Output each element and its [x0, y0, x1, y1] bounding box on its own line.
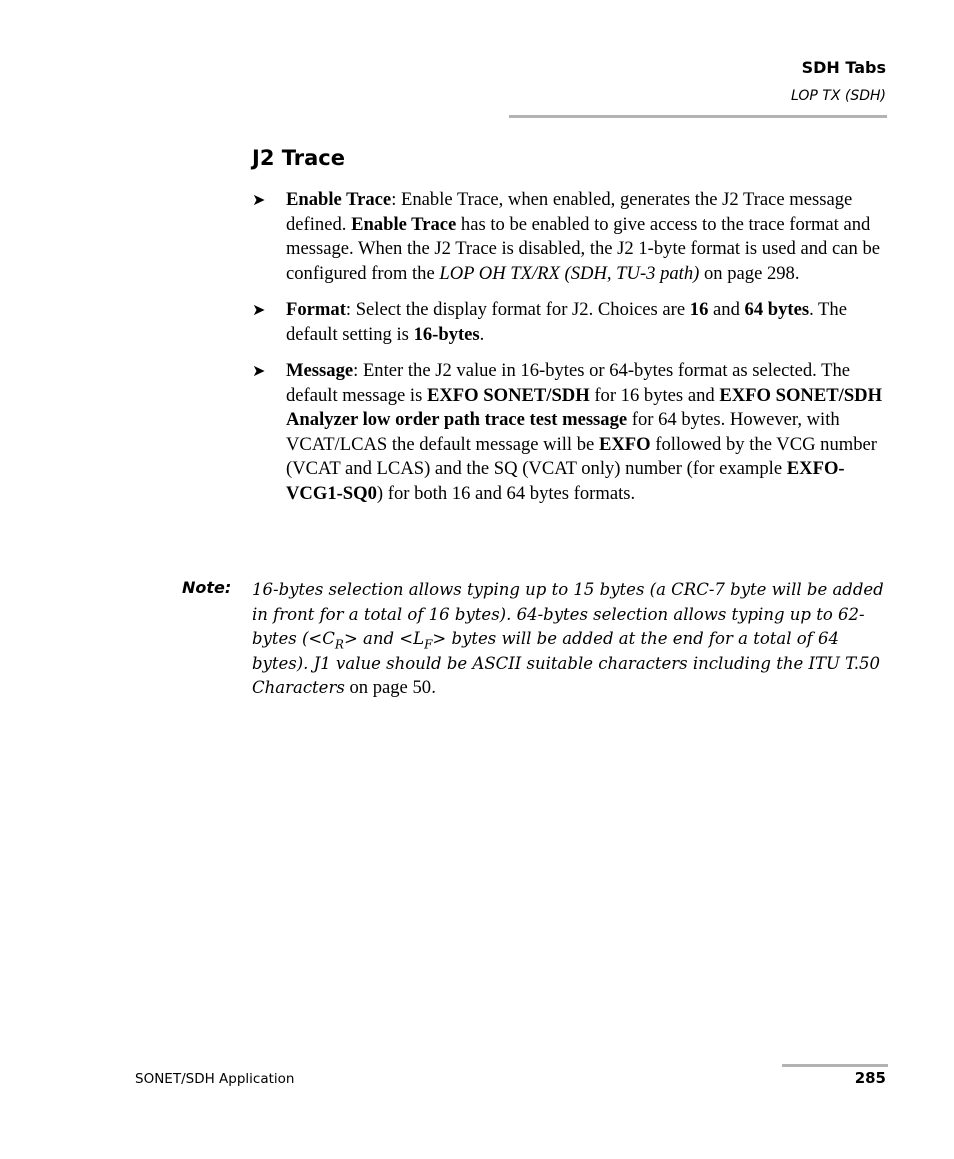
bold-text: EXFO SONET/SDH Analyzer low order path trace test message [286, 384, 883, 430]
arrowhead-icon: ➤ [252, 192, 266, 209]
bold-text: 16 [689, 299, 709, 320]
subscript: F [424, 637, 433, 652]
bullet-enable-trace [252, 188, 888, 286]
note-text: 16-bytes selection allows typing up to 15 bytes (a CRC-7 byte will be added in front for a total of 16 bytes). 64-bytes selection allows typing up to 62-bytes (<C [252, 580, 884, 648]
bold-text: 16-bytes [413, 323, 480, 345]
bullet-message [252, 359, 888, 506]
cross-reference-link[interactable]: LOP OH TX/RX (SDH, TU-3 path) [439, 262, 700, 284]
text: : Enable Trace, when enabled, generates the J2 Trace message defined. [286, 189, 853, 235]
bold-text: EXFO SONET/SDH [426, 384, 590, 406]
note-text: > and <L [343, 629, 425, 648]
cross-reference-link[interactable]: ITU T.50 Characters [252, 653, 880, 697]
bold-text: Enable Trace [351, 213, 457, 235]
bold-text: EXFO-VCG1-SQ0 [286, 458, 845, 504]
text: on page 298. [699, 262, 800, 284]
term-enable-trace: Enable Trace [286, 189, 392, 210]
text: . The default setting is [286, 299, 847, 345]
arrowhead-icon: ➤ [252, 363, 266, 380]
text: : Enter the J2 value in 16-bytes or 64-bytes format as selected. The default message is [286, 360, 851, 406]
header-rule [509, 115, 887, 118]
footer-doc-title: SONET/SDH Application [135, 1071, 295, 1087]
subscript: R [334, 637, 344, 652]
bold-text: 64 bytes [744, 299, 810, 320]
bullet-format [252, 298, 888, 347]
note-label: Note: [182, 578, 232, 597]
section-title: J2 Trace [252, 146, 345, 170]
note-body [252, 578, 888, 701]
text: followed by the VCG number (VCAT and LCAS) and the SQ (VCAT only) number (for example [286, 433, 877, 479]
text: for 64 bytes. However, with VCAT/LCAS the default message will be [286, 409, 840, 455]
footer-rule [782, 1064, 888, 1067]
arrowhead-icon: ➤ [252, 302, 266, 319]
note-text: > bytes will be added at the end for a total of 64 bytes). J1 value should be ASCII suitable characters including the [252, 629, 840, 673]
note-text-upright: on page 50 [344, 677, 432, 698]
bold-text: EXFO [598, 433, 651, 455]
bullet-list [252, 188, 888, 518]
note-text: . [431, 678, 437, 697]
text: has to be enabled to give access to the trace format and message. When the J2 Trace is disabled, the J2 1-byte format is used and can be configured from the [286, 213, 881, 284]
term-message: Message [286, 360, 354, 381]
header-subtitle: LOP TX (SDH) [791, 88, 886, 104]
header-title: SDH Tabs [801, 58, 886, 77]
text: . [479, 323, 485, 345]
term-format: Format [286, 299, 346, 320]
text: for 16 bytes and [589, 384, 720, 406]
text: : Select the display format for J2. Choices are [345, 299, 690, 320]
text: and [708, 299, 745, 320]
text: ) for both 16 and 64 bytes formats. [376, 482, 636, 504]
page-number: 285 [854, 1069, 886, 1087]
